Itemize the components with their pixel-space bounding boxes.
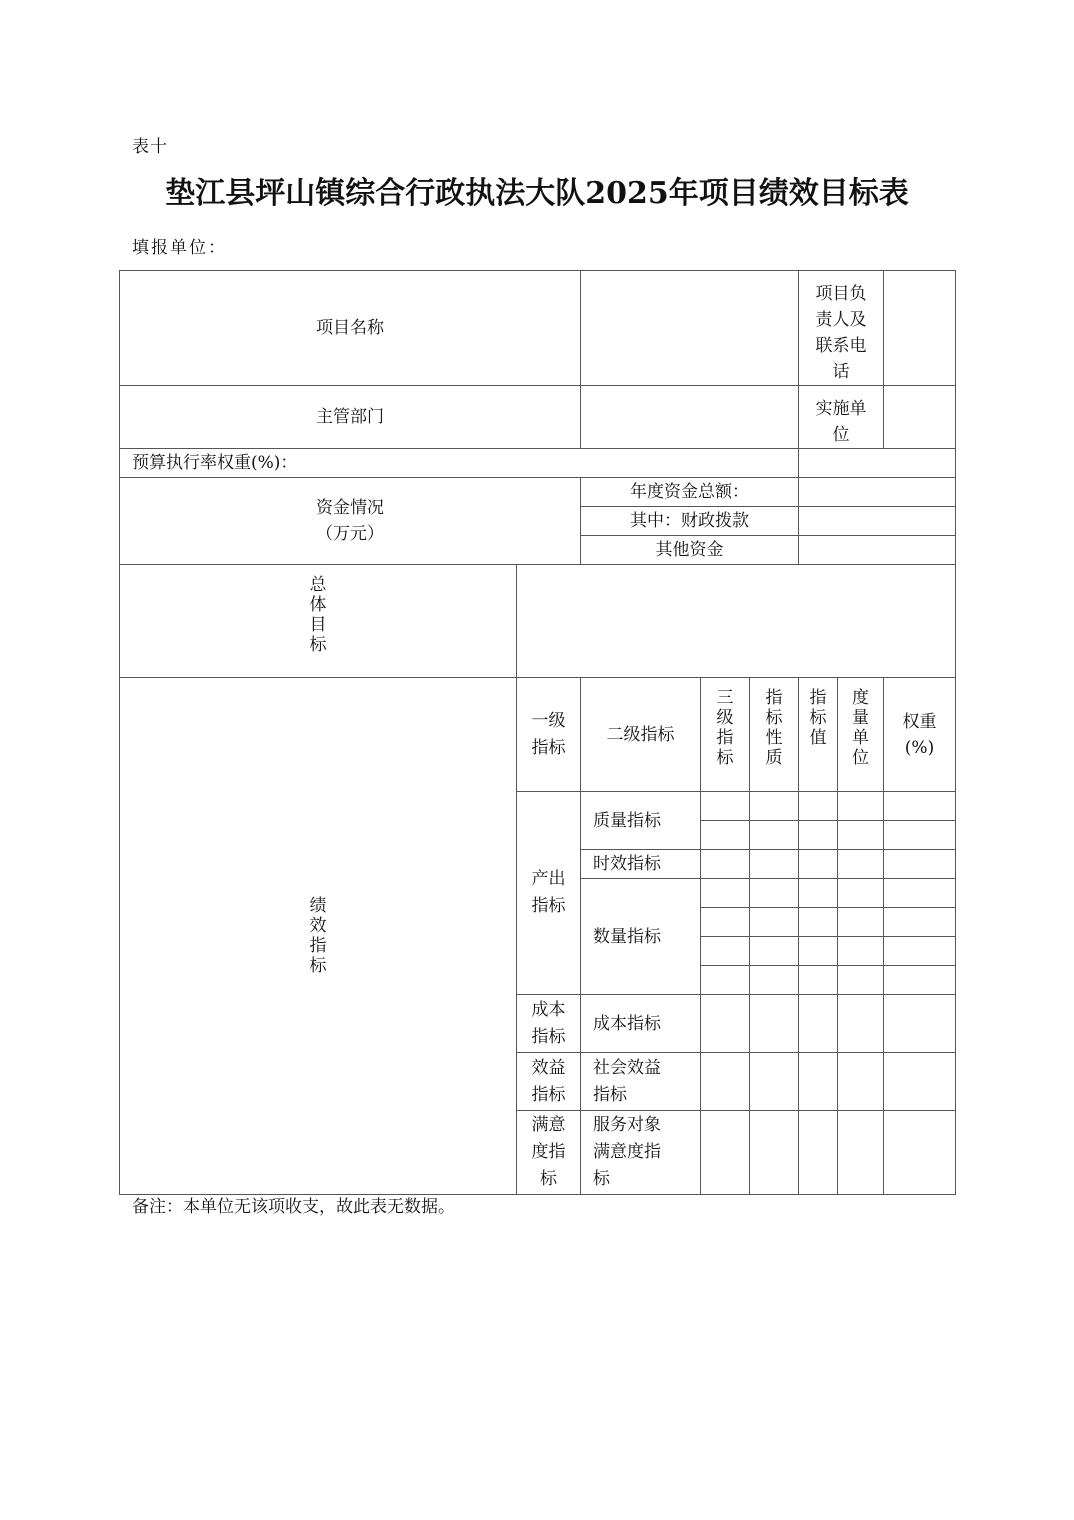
- cell[interactable]: [884, 995, 956, 1053]
- cell[interactable]: [701, 1111, 750, 1195]
- cell[interactable]: [884, 821, 956, 850]
- cell[interactable]: [838, 879, 884, 908]
- cell[interactable]: [884, 792, 956, 821]
- cell[interactable]: [799, 879, 838, 908]
- budget-rate-value[interactable]: [799, 449, 956, 478]
- cell[interactable]: [799, 937, 838, 966]
- cell[interactable]: [838, 995, 884, 1053]
- col-level1-header: 一级指标: [517, 678, 581, 792]
- cell[interactable]: [750, 908, 799, 937]
- cell[interactable]: [838, 821, 884, 850]
- cell[interactable]: [838, 1111, 884, 1195]
- cell[interactable]: [799, 1111, 838, 1195]
- cell[interactable]: [884, 879, 956, 908]
- cell[interactable]: [750, 792, 799, 821]
- satisfaction-indicator-label: 满意度指标: [517, 1111, 581, 1195]
- project-leader-label: 项目负责人及联系电话: [799, 271, 884, 386]
- quantity-indicator-label: 数量指标: [581, 879, 701, 995]
- cell[interactable]: [884, 937, 956, 966]
- cell[interactable]: [701, 995, 750, 1053]
- cell[interactable]: [750, 1053, 799, 1111]
- competent-dept-label: 主管部门: [120, 386, 581, 449]
- cell[interactable]: [799, 821, 838, 850]
- output-indicator-label: 产出指标: [517, 792, 581, 995]
- other-funds-value[interactable]: [799, 536, 956, 565]
- cost-sub-indicator-label: 成本指标: [581, 995, 701, 1053]
- cell[interactable]: [838, 850, 884, 879]
- cell[interactable]: [701, 850, 750, 879]
- timeliness-indicator-label: 时效指标: [581, 850, 701, 879]
- social-benefit-indicator-label: 社会效益指标: [581, 1053, 701, 1111]
- performance-label: 绩效指标: [120, 678, 517, 1195]
- cell[interactable]: [701, 908, 750, 937]
- reporting-unit-label: 填报单位：: [132, 238, 227, 258]
- cell[interactable]: [750, 937, 799, 966]
- performance-goal-table: [119, 270, 956, 1195]
- cell[interactable]: [701, 966, 750, 995]
- fiscal-value[interactable]: [799, 507, 956, 536]
- cell[interactable]: [838, 792, 884, 821]
- cell[interactable]: [799, 1053, 838, 1111]
- cell[interactable]: [884, 850, 956, 879]
- service-satisfaction-indicator-label: 服务对象满意度指标: [581, 1111, 701, 1195]
- project-leader-value[interactable]: [884, 271, 956, 386]
- cell[interactable]: [750, 879, 799, 908]
- funding-label: 资金情况 （万元）: [120, 478, 581, 565]
- cost-indicator-label: 成本指标: [517, 995, 581, 1053]
- implementing-unit-label: 实施单位: [799, 386, 884, 449]
- overall-goal-label: 总体目标: [120, 565, 517, 678]
- benefit-indicator-label: 效益指标: [517, 1053, 581, 1111]
- cell[interactable]: [701, 879, 750, 908]
- col-nature-header: 指标性质: [750, 678, 799, 792]
- competent-dept-value[interactable]: [581, 386, 799, 449]
- overall-goal-value[interactable]: [517, 565, 956, 678]
- cell[interactable]: [701, 792, 750, 821]
- cell[interactable]: [799, 908, 838, 937]
- col-level2-header: 二级指标: [581, 678, 701, 792]
- quality-indicator-label: 质量指标: [581, 792, 701, 850]
- cell[interactable]: [750, 1111, 799, 1195]
- cell[interactable]: [838, 937, 884, 966]
- fiscal-label: 其中：财政拨款: [581, 507, 799, 536]
- budget-rate-label: 预算执行率权重(%)：: [120, 449, 799, 478]
- other-funds-label: 其他资金: [581, 536, 799, 565]
- annual-total-label: 年度资金总额：: [581, 478, 799, 507]
- cell[interactable]: [838, 908, 884, 937]
- document-title: 垫江县坪山镇综合行政执法大队2025年项目绩效目标表: [165, 176, 909, 211]
- annual-total-value[interactable]: [799, 478, 956, 507]
- cell[interactable]: [799, 850, 838, 879]
- cell[interactable]: [799, 966, 838, 995]
- cell[interactable]: [838, 966, 884, 995]
- cell[interactable]: [701, 937, 750, 966]
- cell[interactable]: [701, 1053, 750, 1111]
- cell[interactable]: [884, 908, 956, 937]
- cell[interactable]: [701, 821, 750, 850]
- cell[interactable]: [884, 966, 956, 995]
- implementing-unit-value[interactable]: [884, 386, 956, 449]
- col-unit-header: 度量单位: [838, 678, 884, 792]
- cell[interactable]: [750, 821, 799, 850]
- cell[interactable]: [799, 995, 838, 1053]
- project-name-value[interactable]: [581, 271, 799, 386]
- col-value-header: 指标值: [799, 678, 838, 792]
- table-label: 表十: [132, 137, 168, 157]
- cell[interactable]: [799, 792, 838, 821]
- cell[interactable]: [750, 966, 799, 995]
- project-name-label: 项目名称: [120, 271, 581, 386]
- col-weight-header: 权重 (%): [884, 678, 956, 792]
- cell[interactable]: [750, 995, 799, 1053]
- cell[interactable]: [884, 1053, 956, 1111]
- cell[interactable]: [838, 1053, 884, 1111]
- col-level3-header: 三级指标: [701, 678, 750, 792]
- cell[interactable]: [750, 850, 799, 879]
- remark-note: 备注：本单位无该项收支，故此表无数据。: [132, 1197, 455, 1217]
- cell[interactable]: [884, 1111, 956, 1195]
